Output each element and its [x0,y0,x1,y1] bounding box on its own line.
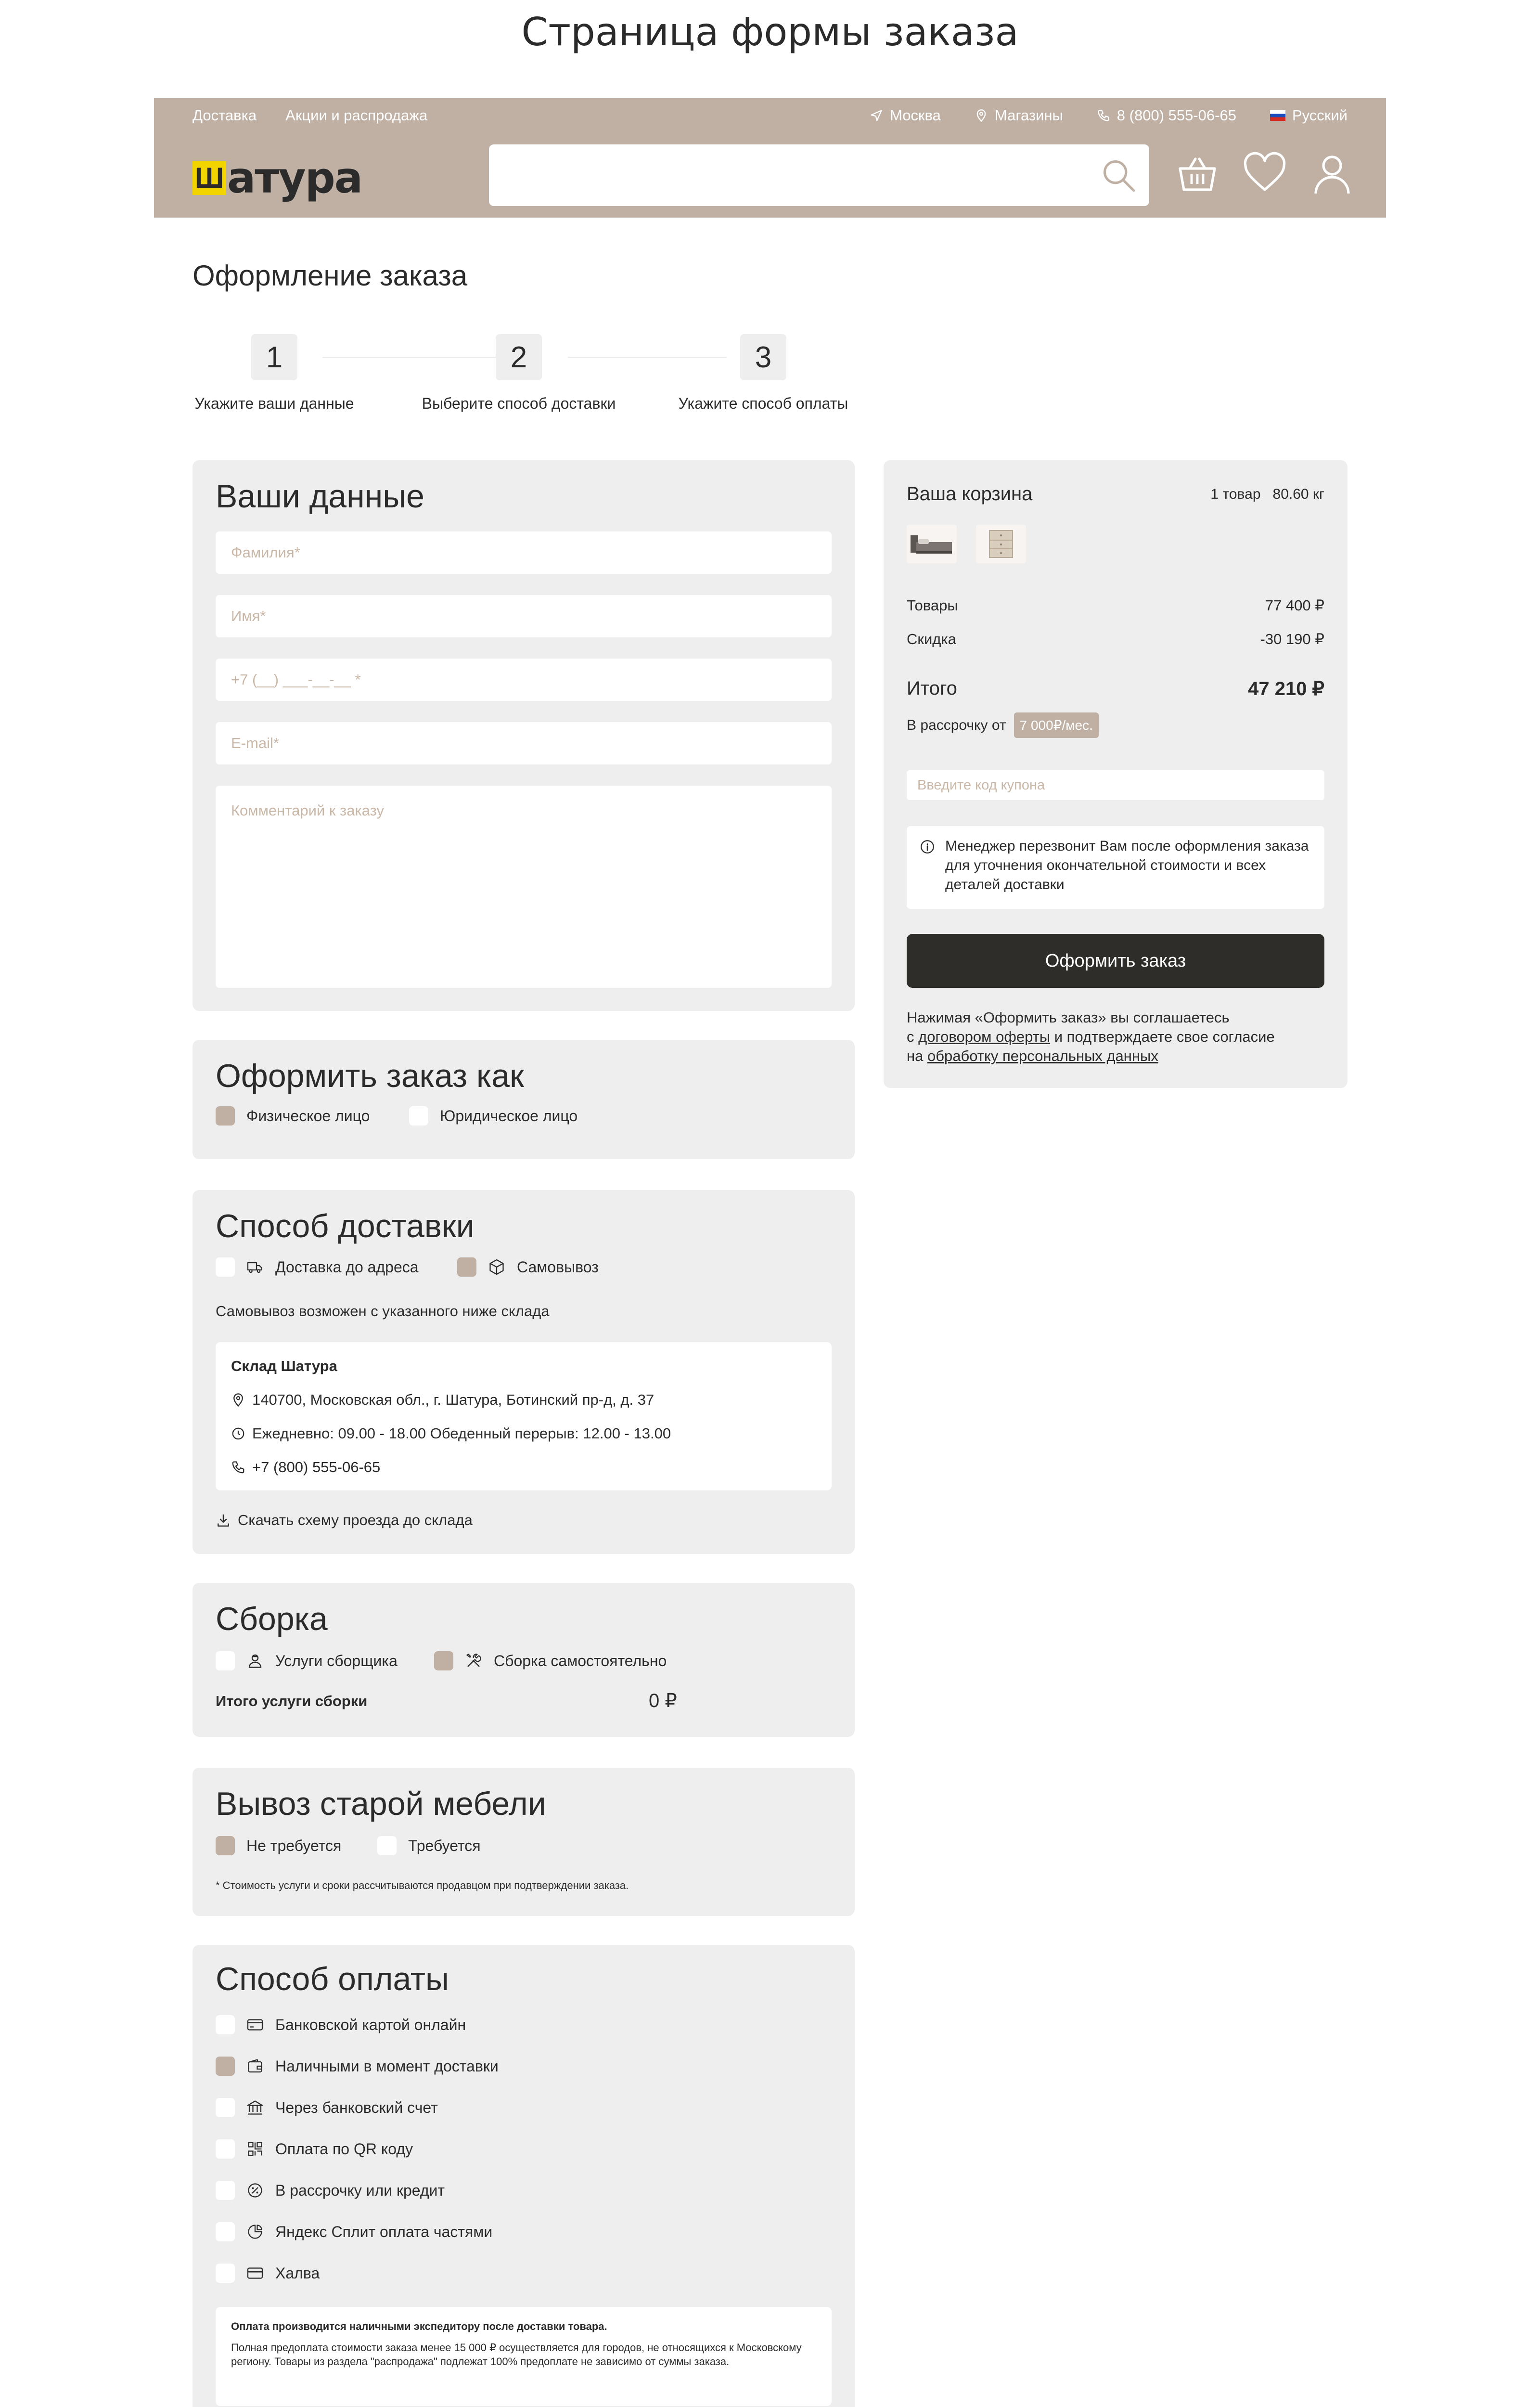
pickup-note: Самовывоз возможен с указанного ниже склада [216,1303,550,1320]
option-label: Через банковский счет [275,2098,438,2116]
radio-unchecked[interactable] [216,2264,235,2283]
payment-bank-account[interactable] [216,2098,438,2117]
payment-info-title: Оплата производится наличными экспедитору после доставки товара. [231,2320,607,2332]
name-field[interactable]: Имя* [216,595,832,637]
discount-label: Скидка [907,631,956,647]
topbar-phone[interactable] [1097,107,1236,124]
phone-label: 8 (800) 555-06-65 [1116,107,1236,124]
warehouse-name: Склад Шатура [231,1358,337,1374]
option-label: Оплата по QR коду [275,2140,413,2158]
phone-icon [231,1460,245,1475]
cart-thumb-nightstand[interactable] [976,525,1026,563]
payment-cash[interactable] [216,2057,499,2076]
payment-halva[interactable] [216,2264,320,2283]
discount-value: -30 190 ₽ [1260,631,1324,647]
download-map-link[interactable] [216,1512,473,1529]
radio-unchecked[interactable] [216,2222,235,2241]
radio-unchecked[interactable] [409,1106,428,1126]
city-label: Москва [890,107,941,124]
step-2[interactable] [408,334,629,413]
payment-title: Способ оплаты [216,1961,449,1997]
email-field[interactable]: E-mail* [216,722,832,764]
option-assembler[interactable] [216,1651,398,1670]
phone-field[interactable]: +7 (__) ___-__-__ * [216,659,832,701]
installment-label: В рассрочку от [907,717,1006,733]
radio-checked[interactable] [216,2057,235,2076]
manager-note-text: Менеджер перезвонит Вам после оформления заказа для уточнения окончательной стоимости и всех деталей доставки [945,838,1309,893]
option-label: Юридическое лицо [440,1107,578,1125]
option-required[interactable] [377,1836,481,1855]
bed-image [907,525,957,563]
header-topbar [154,98,1386,133]
step-label: Укажите ваши данные [194,395,354,412]
cart-weight: 80.60 кг [1272,486,1324,502]
option-not-required[interactable] [216,1836,341,1855]
radio-unchecked[interactable] [216,1257,235,1277]
coupon-input[interactable]: Введите код купона [907,770,1324,800]
goods-label: Товары [907,597,958,614]
logo[interactable] [192,153,362,203]
payment-installment[interactable] [216,2181,445,2200]
step-3[interactable] [672,334,855,413]
option-label: Требуется [408,1837,481,1854]
payment-yandex-split[interactable] [216,2222,492,2241]
credit-card-icon [246,2016,264,2033]
cart-title: Ваша корзина [907,483,1033,505]
download-label: Скачать схему проезда до склада [238,1512,473,1528]
assembly-total-label: Итого услуги сборки [216,1693,368,1709]
option-label: Наличными в момент доставки [275,2057,499,2075]
agreement-text [907,1008,1330,1066]
payment-card-online[interactable] [216,2015,466,2034]
topbar-link-sales[interactable]: Акции и распродажа [285,107,428,124]
radio-checked[interactable] [216,1836,235,1855]
tools-icon [465,1652,482,1669]
city-selector[interactable] [870,107,941,124]
agreement-line-2-pre: с [907,1028,919,1045]
radio-unchecked[interactable] [216,2139,235,2159]
option-delivery-address[interactable] [216,1257,419,1277]
radio-checked[interactable] [216,1106,235,1126]
split-icon [246,2223,264,2240]
logo-text: атура [227,153,362,203]
removal-title: Вывоз старой мебели [216,1786,546,1822]
card-icon [246,2265,264,2282]
step-number: 1 [251,334,297,380]
option-label: Сборка самостоятельно [494,1652,667,1669]
location-arrow-icon [870,109,883,122]
nightstand-image [976,525,1026,563]
your-data-card [192,460,855,1011]
option-label: Физическое лицо [246,1107,370,1125]
option-legal-entity[interactable] [409,1106,578,1126]
heart-icon[interactable] [1242,151,1288,197]
language-selector[interactable] [1270,107,1348,124]
radio-unchecked[interactable] [216,2098,235,2117]
cart-thumb-bed[interactable] [907,525,957,563]
warehouse-hours [231,1425,671,1442]
radio-checked[interactable] [457,1257,476,1277]
radio-unchecked[interactable] [216,2015,235,2034]
option-label: В рассрочку или кредит [275,2181,445,2199]
radio-unchecked[interactable] [377,1836,397,1855]
info-icon [919,839,936,855]
cart-panel [884,460,1348,1088]
payment-qr[interactable] [216,2139,413,2159]
download-icon [216,1513,231,1528]
address-text: 140700, Московская обл., г. Шатура, Ботинский пр-д, д. 37 [252,1391,654,1408]
manager-note [907,826,1324,909]
option-label: Яндекс Сплит оплата частями [275,2223,493,2240]
option-label: Халва [275,2264,320,2282]
option-individual[interactable] [216,1106,370,1126]
warehouse-panel [216,1342,832,1490]
option-pickup[interactable] [457,1257,599,1277]
stores-label: Магазины [994,107,1063,124]
clock-icon [231,1426,245,1441]
phone-icon [1097,109,1110,122]
step-number: 3 [740,334,786,380]
assembly-card [192,1583,855,1737]
radio-unchecked[interactable] [216,1651,235,1670]
worker-icon [246,1652,264,1669]
step-label: Выберите способ доставки [422,395,616,412]
user-icon[interactable] [1309,151,1355,197]
wallet-icon [246,2058,264,2075]
basket-icon[interactable] [1174,151,1220,197]
delivery-title: Способ доставки [216,1208,475,1244]
personal-data-link[interactable]: обработку персональных данных [927,1048,1158,1064]
page-title: Страница формы заказа [521,10,1019,54]
payment-card [192,1945,855,2407]
step-1[interactable] [192,334,356,413]
option-label: Банковской картой онлайн [275,2016,466,2033]
step-label: Укажите способ оплаты [678,395,848,412]
option-label: Услуги сборщика [275,1652,398,1669]
map-pin-icon [231,1393,245,1407]
cart-count: 1 товар [1210,486,1261,502]
your-data-title: Ваши данные [216,478,424,515]
step-number: 2 [496,334,542,380]
submit-order-button[interactable]: Оформить заказ [907,934,1324,988]
truck-icon [246,1258,264,1276]
stores-link[interactable] [975,107,1063,124]
goods-value: 77 400 ₽ [1265,597,1324,614]
payment-info-panel [216,2307,832,2406]
bank-icon [246,2099,264,2116]
warehouse-phone[interactable] [231,1459,380,1476]
order-as-title: Оформить заказ как [216,1058,524,1094]
order-as-card [192,1040,855,1159]
delivery-card [192,1190,855,1554]
installment-badge[interactable]: 7 000₽/мес. [1014,712,1099,738]
option-self-assembly[interactable] [434,1651,667,1670]
installment-row [907,712,1099,738]
total-label: Итого [907,678,957,699]
language-label: Русский [1292,107,1348,124]
search-icon[interactable] [1100,157,1137,194]
topbar-link-delivery[interactable]: Доставка [192,107,257,124]
agreement-line-3-pre: на [907,1048,927,1064]
logo-letter: Ш [192,161,226,195]
radio-checked[interactable] [434,1651,453,1670]
assembly-title: Сборка [216,1601,328,1637]
map-pin-icon [975,109,988,122]
offer-link[interactable]: договором оферты [918,1028,1051,1045]
surname-field[interactable]: Фамилия* [216,531,832,574]
comment-field[interactable]: Комментарий к заказу [216,786,832,988]
agreement-line-1: Нажимая «Оформить заказ» вы соглашаетесь [907,1009,1230,1026]
header-main [154,133,1386,218]
hours-text: Ежедневно: 09.00 - 18.00 Обеденный перерыв: 12.00 - 13.00 [252,1425,671,1442]
total-value: 47 210 ₽ [1248,678,1324,699]
radio-unchecked[interactable] [216,2181,235,2200]
removal-card [192,1768,855,1916]
checkout-title: Оформление заказа [192,259,468,292]
option-label: Не требуется [246,1837,342,1854]
assembly-total-value: 0 ₽ [649,1690,677,1711]
option-label: Доставка до адреса [275,1258,419,1276]
search-input[interactable] [489,144,1149,206]
box-icon [488,1258,505,1276]
warehouse-address [231,1391,654,1409]
payment-info-text: Полная предоплата стоимости заказа менее 15 000 ₽ осуществляется для городов, не относящихся к Московскому региону. Товары из раздела "распродажа" подлежат 100% предоплате не зависимо от суммы заказа. [231,2342,802,2368]
percent-icon [246,2182,264,2199]
option-label: Самовывоз [517,1258,599,1276]
russia-flag-icon [1270,110,1285,121]
phone-text: +7 (800) 555-06-65 [252,1459,381,1475]
qr-code-icon [246,2140,264,2158]
agreement-line-2-post: и подтверждаете свое согласие [1050,1028,1275,1045]
removal-note: * Стоимость услуги и сроки рассчитываются продавцом при подтверждении заказа. [216,1879,629,1891]
